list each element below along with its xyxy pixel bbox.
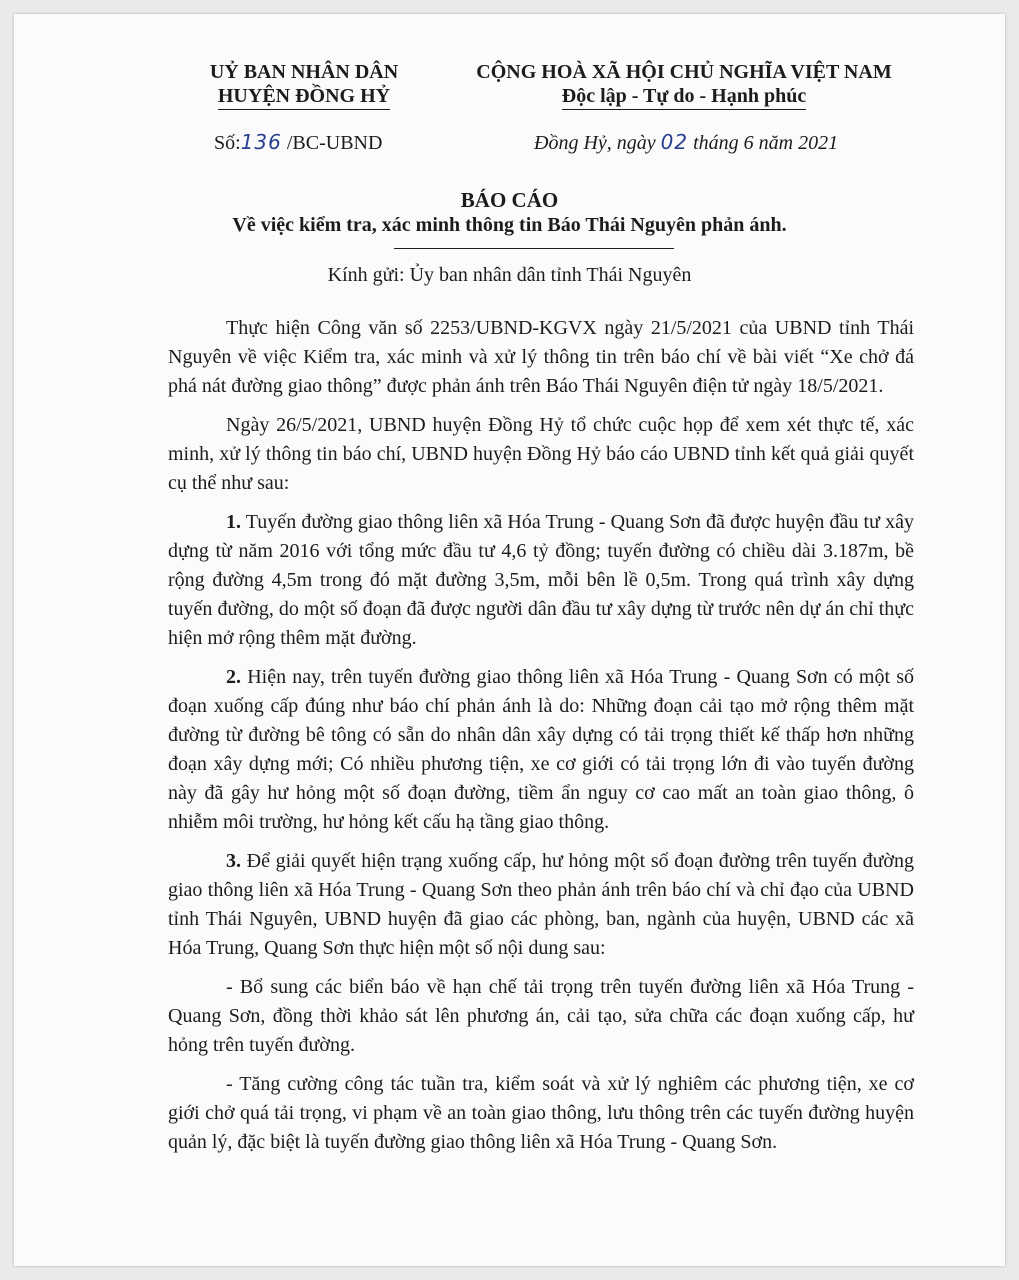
national-motto: Độc lập - Tự do - Hạnh phúc [562, 84, 806, 110]
item-text: Hiện nay, trên tuyến đường giao thông liên xã Hóa Trung - Quang Sơn có một số đoạn xuống cấp đúng như báo chí phản ánh là do: Những đoạn cải tạo mở rộng thêm mặt đường từ đường bê tông có sẵn do nhân dân xây dựng có tải trọng thiết kế thấp hơn những đoạn xây dựng mới; Có nhiều phương tiện, xe cơ giới có tải trọng lớn đi vào tuyến đường này đã gây hư hỏng một số đoạn đường, tiềm ẩn nguy cơ cao mất an toàn giao thông, ô nhiễm môi trường, hư hỏng kết cấu hạ tầng giao thông. [168, 666, 914, 833]
nation-name: CỘNG HOÀ XÃ HỘI CHỦ NGHĨA VIỆT NAM [476, 61, 892, 83]
document-title: BÁO CÁO [460, 188, 559, 212]
item-number: 3. [226, 850, 241, 872]
handwritten-day: 02 [660, 130, 689, 154]
report-body [168, 314, 914, 1167]
item-text: Tuyến đường giao thông liên xã Hóa Trung - Quang Sơn đã được huyện đầu tư xây dựng từ năm 2016 với tổng mức đầu tư 4,6 tỷ đồng; tuyến đường có chiều dài 3.187m, bề rộng đường 4,5m trong đó mặt đường 3,5m, mỗi bên lề 0,5m. Trong quá trình xây dựng tuyến đường, do một số đoạn đã được người dân đầu tư xây dựng từ trước nên dự án chỉ thực hiện mở rộng thêm mặt đường. [168, 511, 914, 649]
paragraph-measure-1: - Bổ sung các biển báo về hạn chế tải trọng trên tuyến đường liên xã Hóa Trung - Quang Sơn, đồng thời khảo sát lên phương án, cải tạo, sửa chữa các đoạn xuống cấp, hư hỏng trên tuyến đường. [168, 976, 914, 1056]
so-suffix: /BC-UBND [286, 132, 383, 154]
document-number [214, 130, 382, 155]
item-number: 1. [226, 511, 241, 533]
issuing-authority [184, 60, 424, 110]
org-name-line2: HUYỆN ĐỒNG HỶ [218, 84, 390, 110]
paragraph-intro: Thực hiện Công văn số 2253/UBND-KGVX ngày 21/5/2021 của UBND tỉnh Thái Nguyên về việc Kiểm tra, xác minh và xử lý thông tin trên báo chí về bài viết “Xe chở đá phá nát đường giao thông” được phản ánh trên Báo Thái Nguyên điện tử ngày 18/5/2021. [168, 317, 914, 397]
paragraph-item-1 [168, 508, 914, 653]
item-text: Để giải quyết hiện trạng xuống cấp, hư hỏng một số đoạn đường trên tuyến đường giao thông liên xã Hóa Trung - Quang Sơn theo phản ánh trên báo chí và chỉ đạo của UBND tỉnh Thái Nguyên, UBND huyện đã giao các phòng, ban, ngành của huyện, UBND các xã Hóa Trung, Quang Sơn thực hiện một số nội dung sau: [168, 850, 914, 959]
paragraph-item-2 [168, 663, 914, 837]
org-name-line1: UỶ BAN NHÂN DÂN [209, 61, 399, 83]
date-prefix: Đồng Hỷ, ngày [534, 132, 656, 154]
handwritten-number: 136 [240, 130, 282, 154]
issue-date [534, 130, 838, 155]
date-suffix: tháng 6 năm 2021 [693, 132, 839, 154]
document-subtitle: Về việc kiểm tra, xác minh thông tin Báo Thái Nguyên phản ánh. [232, 214, 787, 236]
recipient-line: Kính gửi: Ủy ban nhân dân tỉnh Thái Nguyên [327, 264, 692, 286]
paragraph-measure-2: - Tăng cường công tác tuần tra, kiểm soát và xử lý nghiêm các phương tiện, xe cơ giới chở quá tải trọng, vi phạm về an toàn giao thông, lưu thông trên các tuyến đường huyện quản lý, đặc biệt là tuyến đường giao thông liên xã Hóa Trung - Quang Sơn. [168, 1073, 914, 1153]
paragraph-meeting: Ngày 26/5/2021, UBND huyện Đồng Hỷ tổ chức cuộc họp để xem xét thực tế, xác minh, xử lý thông tin báo chí, UBND huyện Đồng Hỷ báo cáo UBND tỉnh kết quả giải quyết cụ thể như sau: [168, 414, 914, 494]
document-page [14, 14, 1005, 1266]
national-heading [444, 60, 924, 110]
paragraph-item-3 [168, 847, 914, 963]
so-prefix: Số: [214, 132, 241, 154]
subtitle-underline [394, 248, 674, 249]
item-number: 2. [226, 666, 241, 688]
